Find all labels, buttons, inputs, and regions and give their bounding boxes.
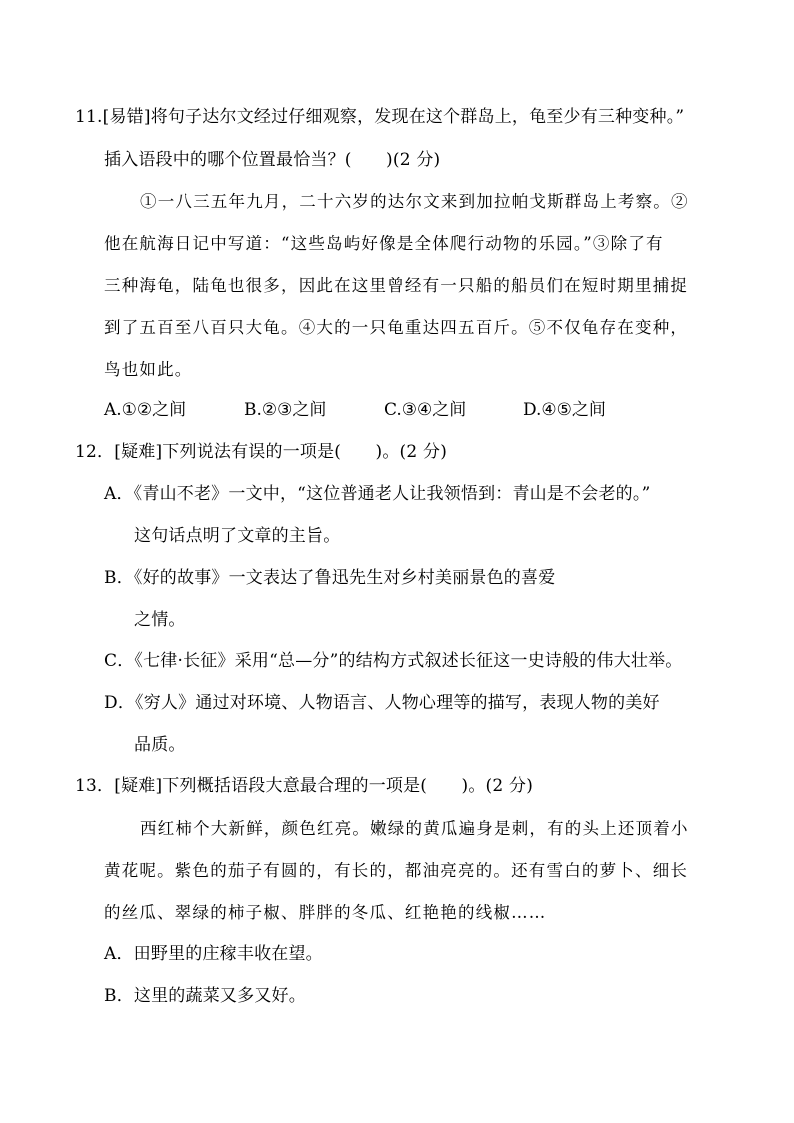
q12-stem: 12．[疑难]下列说法有误的一项是( )。(2 分): [75, 442, 448, 462]
q11-option-b: B.②③之间: [244, 400, 327, 420]
q12-option-a-line2: 这句话点明了文章的主旨。: [134, 526, 341, 546]
q12-option-b-line2: 之情。: [134, 610, 186, 630]
q11-option-a: A.①②之间: [104, 400, 187, 420]
q11-passage-line: 到了五百至八百只大龟。④大的一只龟重达四五百斤。⑤不仅龟存在变种，: [104, 318, 689, 337]
q11-passage-line: 他在航海日记中写道：“这些岛屿好像是全体爬行动物的乐园。”③除了有: [104, 234, 664, 253]
q13-passage-line: 的丝瓜、翠绿的柿子椒、胖胖的冬瓜、红艳艳的线椒……: [104, 903, 547, 922]
q12-option-d-line1: D．《穷人》通过对环境、人物语言、人物心理等的描写，表现人物的美好: [104, 693, 660, 713]
q11-stem-line1: 11.[易错]将句子达尔文经过仔细观察，发现在这个群岛上，龟至少有三种变种。”: [75, 107, 685, 127]
q13-option-a: A．田野里的庄稼丰收在望。: [104, 944, 323, 964]
q12-option-d-line2: 品质。: [134, 735, 186, 755]
q11-option-d: D.④⑤之间: [523, 400, 606, 420]
q13-passage-line: 黄花呢。紫色的茄子有圆的，有长的，都油亮亮的。还有雪白的萝卜、细长: [104, 861, 689, 880]
q12-option-c: C．《七律·长征》采用“总—分”的结构方式叙述长征这一史诗般的伟大壮举。: [104, 651, 683, 671]
q12-option-a-line1: A．《青山不老》一文中，“这位普通老人让我领悟到：青山是不会老的。”: [104, 484, 651, 504]
q13-option-b: B．这里的蔬菜又多又好。: [104, 986, 306, 1006]
q12-option-b-line1: B．《好的故事》一文表达了鲁迅先生对乡村美丽景色的喜爱: [104, 568, 556, 588]
q11-passage-line: 鸟也如此。: [104, 360, 193, 379]
q13-passage-line: 西红柿个大新鲜，颜色红亮。嫩绿的黄瓜遍身是刺，有的头上还顶着小: [140, 819, 689, 838]
q11-passage-line: 三种海龟，陆龟也很多，因此在这里曾经有一只船的船员们在短时期里捕捉: [104, 276, 689, 295]
q11-option-c: C.③④之间: [384, 400, 467, 420]
q13-stem: 13．[疑难]下列概括语段大意最合理的一项是( )。(2 分): [75, 776, 534, 796]
q11-stem-line2: 插入语段中的哪个位置最恰当？( )(2 分): [104, 150, 441, 170]
q11-passage-line: ①一八三五年九月，二十六岁的达尔文来到加拉帕戈斯群岛上考察。②: [140, 192, 689, 211]
